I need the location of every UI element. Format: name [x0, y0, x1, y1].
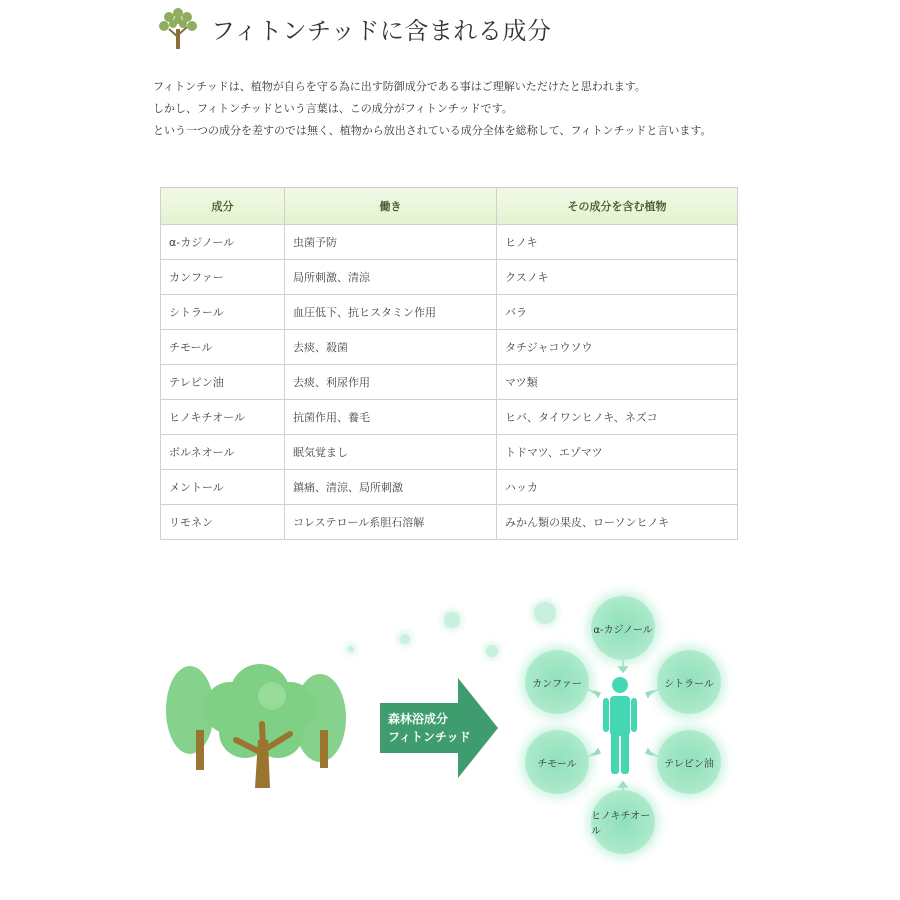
cell-component: ヒノキチオール	[161, 400, 285, 435]
tree-icon	[155, 5, 201, 51]
cell-effect: 血圧低下、抗ヒスタミン作用	[285, 295, 497, 330]
cell-component: カンファー	[161, 260, 285, 295]
intro-line: という一つの成分を差すのでは無く、植物から放出されている成分全体を総称して、フィトンチッドと言います。	[153, 124, 712, 137]
intro-line: しかし、フィトンチッドという言葉は、この成分がフィトンチッドです。	[153, 102, 513, 115]
cell-effect: 眠気覚まし	[285, 435, 497, 470]
header-effect: 働き	[285, 188, 497, 225]
table-row	[161, 505, 738, 540]
cell-effect: コレステロール系胆石溶解	[285, 505, 497, 540]
cell-component: α-カジノール	[161, 225, 285, 260]
section-header	[155, 4, 551, 52]
table-row	[161, 260, 738, 295]
components-table	[160, 187, 738, 540]
bubble-upper-left: カンファー	[525, 650, 589, 714]
cell-effect: 抗菌作用、養毛	[285, 400, 497, 435]
intro-text	[153, 76, 793, 142]
header-component: 成分	[161, 188, 285, 225]
table-header-row	[161, 188, 738, 225]
page-title: フィトンチッドに含まれる成分	[211, 16, 552, 45]
cell-effect: 鎮痛、清涼、局所刺激	[285, 470, 497, 505]
table-row	[161, 365, 738, 400]
arrow-label-line1: 森林浴成分	[388, 712, 449, 726]
person-icon	[600, 676, 640, 776]
cell-plants: ヒバ、タイワンヒノキ、ネズコ	[497, 400, 738, 435]
bubble-lower-right: テレピン油	[657, 730, 721, 794]
cell-plants: クスノキ	[497, 260, 738, 295]
table-row	[161, 330, 738, 365]
bubble-top: α-カジノール	[591, 596, 655, 660]
table-row	[161, 295, 738, 330]
cell-plants: タチジャコウソウ	[497, 330, 738, 365]
cell-effect: 局所刺激、清涼	[285, 260, 497, 295]
cell-component: ボルネオール	[161, 435, 285, 470]
cell-effect: 虫菌予防	[285, 225, 497, 260]
arrow-label-line2: フィトンチッド	[388, 730, 471, 744]
table-row	[161, 470, 738, 505]
intro-line: フィトンチッドは、植物が自らを守る為に出す防御成分である事はご理解いただけたと思われます。	[153, 80, 646, 93]
phytoncide-illustration	[160, 590, 740, 870]
cell-plants: みかん類の果皮、ローソンヒノキ	[497, 505, 738, 540]
cell-component: シトラール	[161, 295, 285, 330]
cell-plants: マツ類	[497, 365, 738, 400]
bubble-lower-left: チモール	[525, 730, 589, 794]
cell-component: リモネン	[161, 505, 285, 540]
cell-component: メントール	[161, 470, 285, 505]
cell-plants: トドマツ、エゾマツ	[497, 435, 738, 470]
cell-plants: バラ	[497, 295, 738, 330]
cell-effect: 去痰、殺菌	[285, 330, 497, 365]
table-row	[161, 435, 738, 470]
bubble-upper-right: シトラール	[657, 650, 721, 714]
bubble-bottom: ヒノキチオール	[591, 790, 655, 854]
cell-plants: ハッカ	[497, 470, 738, 505]
header-plants: その成分を含む植物	[497, 188, 738, 225]
table-row	[161, 400, 738, 435]
table-row	[161, 225, 738, 260]
cell-plants: ヒノキ	[497, 225, 738, 260]
cell-component: テレピン油	[161, 365, 285, 400]
cell-effect: 去痰、利尿作用	[285, 365, 497, 400]
cell-component: チモール	[161, 330, 285, 365]
